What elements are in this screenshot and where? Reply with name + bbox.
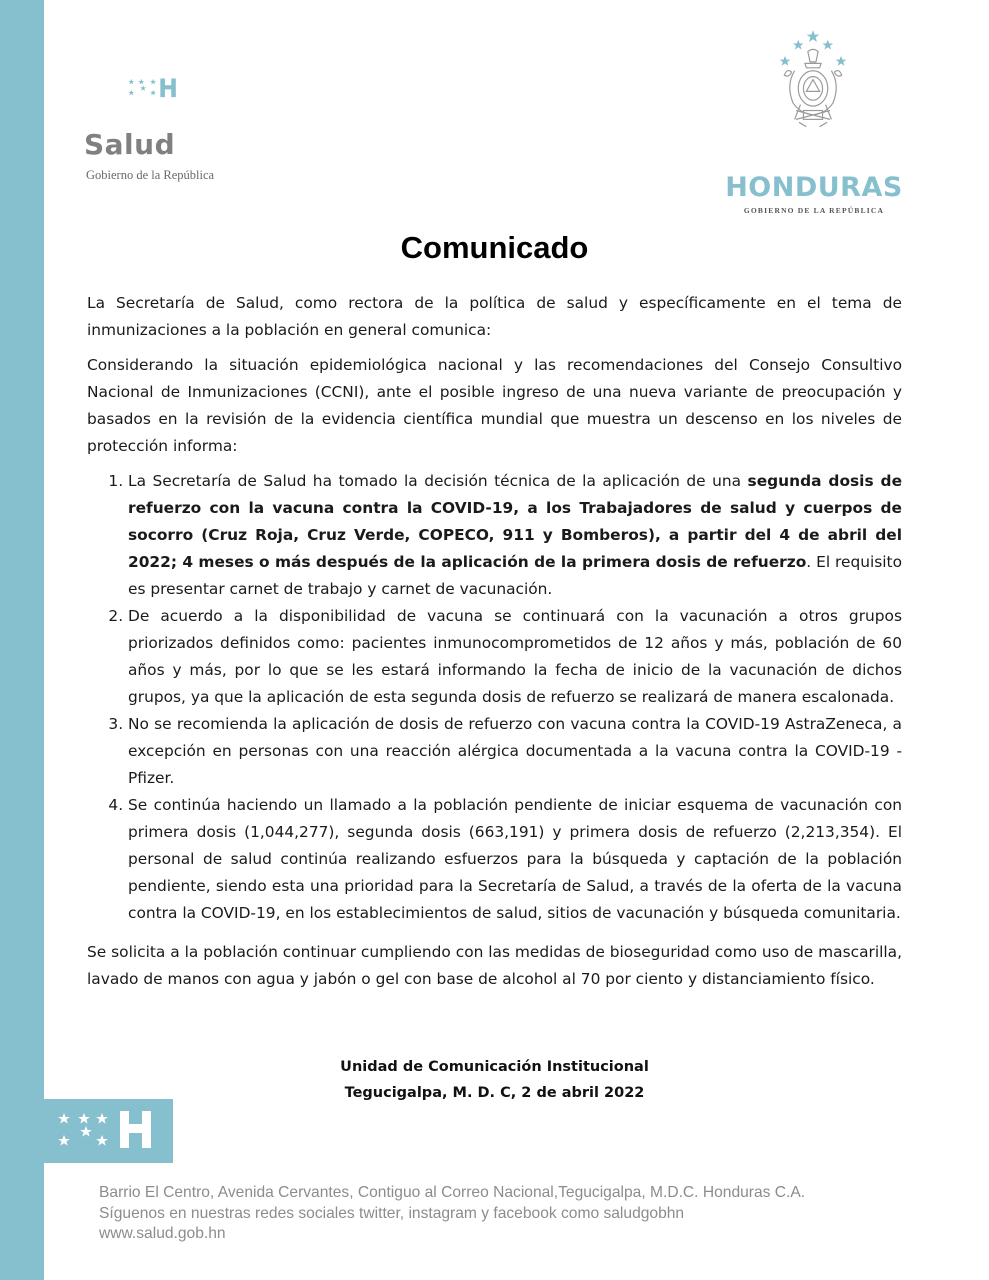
document-body bbox=[87, 290, 902, 1001]
document-title: Comunicado bbox=[400, 230, 589, 265]
star-icon bbox=[128, 90, 134, 95]
footer bbox=[99, 1183, 979, 1245]
item-text: Se continúa haciendo un llamado a la población pendiente de iniciar esquema de vacunación con primera dosis (1,044,277), segunda dosis (663,191) y primera dosis de refuerzo (2,213,354). El personal de salud continúa realizando esfuerzos para la búsqueda y captación de la población pendiente, siendo esta una prioridad para la Secretaría de Salud, a través de la oferta de la vacuna contra la COVID-19, en los establecimientos de salud, sitios de vacunación y búsqueda comunitaria. bbox=[128, 796, 902, 922]
intro-paragraph: La Secretaría de Salud, como rectora de la política de salud y específicamente en el tema de inmunizaciones a la población en general comunica: bbox=[87, 294, 902, 339]
star-icon bbox=[138, 79, 144, 84]
star-icon bbox=[140, 85, 146, 90]
star-icon bbox=[793, 40, 804, 50]
star-icon bbox=[780, 56, 791, 66]
list-item bbox=[128, 468, 902, 603]
item-text-start: La Secretaría de Salud ha tomado la decisión técnica de la aplicación de una bbox=[128, 472, 748, 490]
h-letter bbox=[160, 78, 175, 97]
honduras-coat-of-arms bbox=[718, 28, 908, 168]
list-item bbox=[128, 711, 902, 792]
h-letter bbox=[120, 1111, 151, 1148]
item-text-end: . El requisito es presentar carnet de trabajo y carnet de vacunación. bbox=[128, 553, 902, 598]
considering-paragraph: Considerando la situación epidemiológica nacional y las recomendaciones del Consejo Consultivo Nacional de Inmunizaciones (CCNI), ante el posible ingreso de una nueva variante de preocupación y basados en la revisión de la evidencia científica mundial que muestra un descenso en los niveles de protección informa: bbox=[87, 356, 902, 455]
footer-social: Síguenos en nuestras redes sociales twitter, instagram y facebook como saludgobhn bbox=[99, 1204, 685, 1222]
badge-icon bbox=[44, 1099, 173, 1163]
item-text: De acuerdo a la disponibilidad de vacuna se continuará con la vacunación a otros grupos priorizados definidos como: pacientes inmunocomprometidos de 12 años y más, población de 60 años y más, por lo que se les estará informando la fecha de inicio de la vacunación de dichos grupos, ya que la aplicación de esta segunda dosis de refuerzo se realizará de manera escalonada. bbox=[128, 607, 902, 706]
star-icon bbox=[128, 79, 134, 84]
star-icon bbox=[150, 90, 156, 95]
footer-website-link[interactable]: www.salud.gob.hn bbox=[99, 1225, 226, 1242]
honduras-logo-subtitle: GOBIERNO DE LA REPÚBLICA bbox=[743, 206, 885, 215]
star-icon bbox=[58, 1135, 70, 1146]
star-icon bbox=[58, 1113, 70, 1124]
salud-logo-subtitle: Gobierno de la República bbox=[86, 168, 215, 182]
star-icon bbox=[80, 1126, 92, 1137]
star-icon bbox=[150, 79, 156, 84]
signature-place-date: Tegucigalpa, M. D. C, 2 de abril 2022 bbox=[344, 1085, 645, 1101]
star-icon bbox=[836, 56, 847, 66]
stars-h-badge bbox=[44, 1099, 173, 1163]
salud-stars-h-logo bbox=[84, 78, 244, 128]
list-item bbox=[128, 603, 902, 711]
salud-logo-name: Salud bbox=[84, 128, 176, 161]
star-icon bbox=[822, 40, 833, 50]
star-icon bbox=[78, 1113, 90, 1124]
footer-address: Barrio El Centro, Avenida Cervantes, Contiguo al Correo Nacional,Tegucigalpa, M.D.C. Honduras C.A. bbox=[99, 1184, 806, 1201]
honduras-logo-name: HONDURAS bbox=[725, 172, 903, 203]
star-icon bbox=[96, 1135, 108, 1146]
closing-paragraph: Se solicita a la población continuar cumpliendo con las medidas de bioseguridad como uso de mascarilla, lavado de manos con agua y jabón o gel con base de alcohol al 70 por ciento y distanciamiento físico. bbox=[87, 943, 902, 988]
signature-unit: Unidad de Comunicación Institucional bbox=[340, 1059, 649, 1075]
measures-list bbox=[87, 468, 902, 927]
star-icon bbox=[96, 1113, 108, 1124]
item-text: No se recomienda la aplicación de dosis de refuerzo con vacuna contra la COVID-19 AstraZeneca, a excepción en personas con una reacción alérgica documentada a la vacuna contra la COVID-19 - Pfizer. bbox=[128, 715, 902, 787]
star-icon bbox=[807, 30, 820, 42]
list-item bbox=[128, 792, 902, 927]
item-text-bold: segunda dosis de refuerzo con la vacuna contra la COVID-19, a los Trabajadores de salud y cuerpos de socorro (Cruz Roja, Cruz Verde, COPECO, 911 y Bomberos), a partir del 4 de abril del 2022; 4 meses o más después de la aplicación de la primera dosis de refuerzo bbox=[128, 472, 903, 571]
